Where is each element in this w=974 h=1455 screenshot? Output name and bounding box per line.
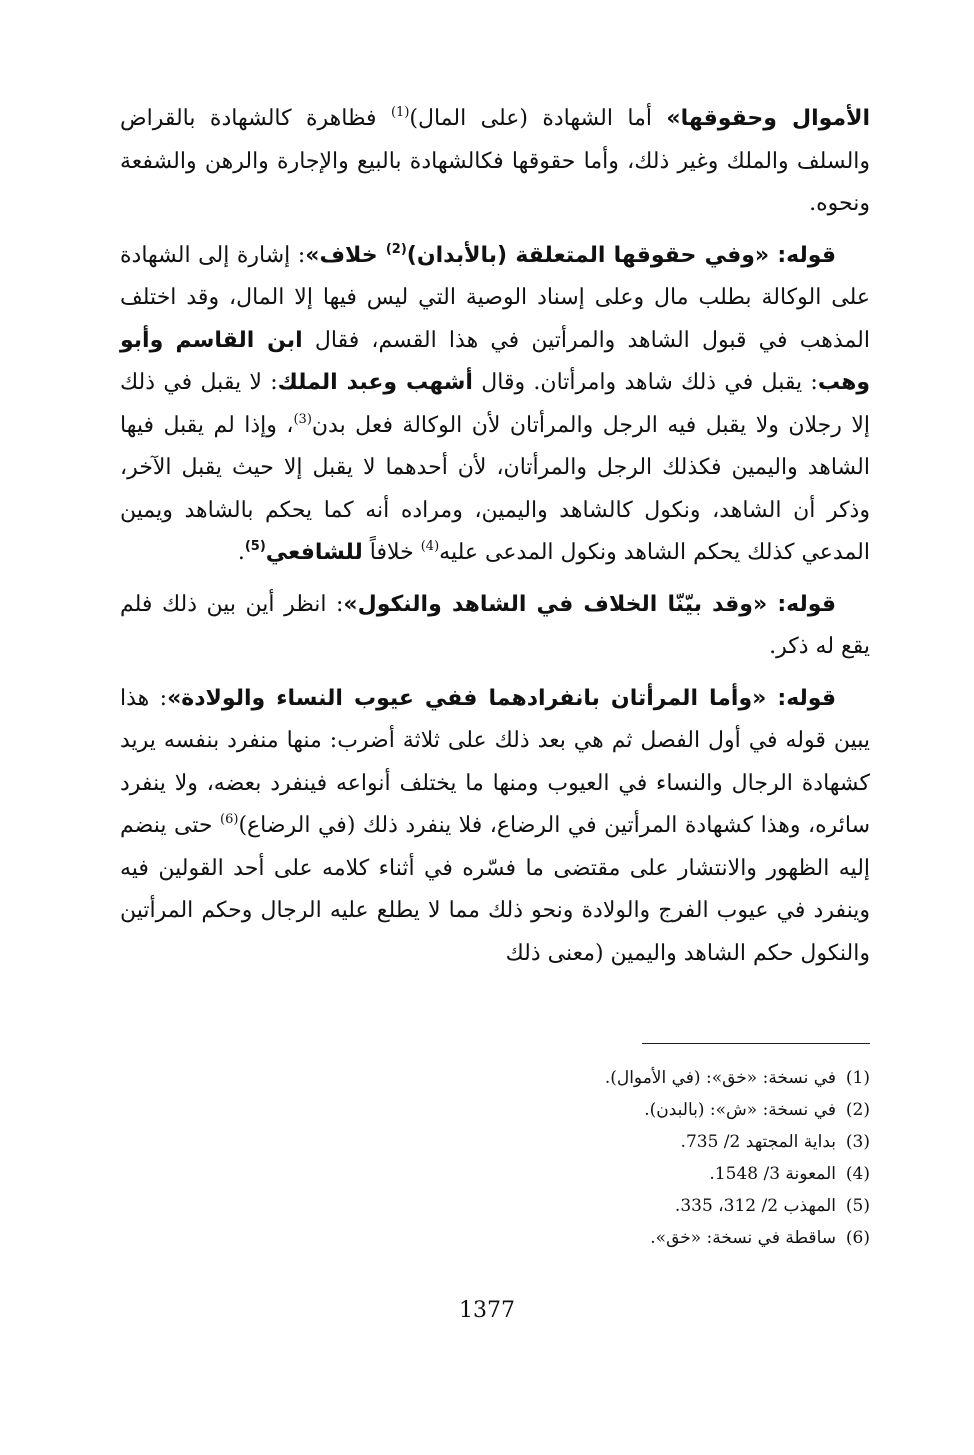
paragraph <box>120 584 870 669</box>
text-segment: يقبل إلا حيث يقبل الآخر، وذكر أن الشاهد، ونكول كالشاهد واليمين، <box>120 455 870 523</box>
paragraph <box>120 678 870 976</box>
footnote-text: بداية المجتهد 2/ 735. <box>680 1132 836 1152</box>
bold-text-segment: الأموال وحقوقها» <box>666 106 870 131</box>
bold-text-segment: قوله: <box>766 685 836 711</box>
text-segment: ومراده أنه كما يحكم بالشاهد ويمين المدعي كذلك يحكم الشاهد ونكول <box>120 497 870 565</box>
footnote-text: المعونة 3/ 1548. <box>709 1164 836 1184</box>
footnote-item <box>370 1158 870 1190</box>
text-segment: المدعى عليه <box>439 540 554 565</box>
text-segment: : لا يقبل <box>200 370 278 395</box>
footnote-item <box>370 1126 870 1158</box>
text-segment: يطلع عليه الرجال وحكم المرأتين والنكول حكم الشاهد واليمين (معنى ذلك <box>120 898 870 966</box>
text-segment: : إشارة إلى الشهادة <box>120 242 306 268</box>
text-segment: حتى ينضم إليه الظهور والانتشار على مقتضى ما فسّره في أثناء <box>120 813 871 881</box>
text-segment: اختلف المذهب في قبول الشاهد والمرأتين في هذا القسم، فقال <box>120 285 870 353</box>
paragraph <box>120 235 870 575</box>
footnote-text: في نسخة: «خق»: (في الأموال). <box>604 1068 836 1088</box>
bold-text-segment: «وأما المرأتان بانفرادهما ففي عيوب النساء والولادة» <box>167 685 767 711</box>
footnote-number: (4) <box>845 1164 870 1184</box>
bold-text-segment: للشافعي <box>265 540 363 565</box>
footnote-reference: (2) <box>385 241 407 257</box>
text-segment: يقع له ذكر. <box>769 634 870 659</box>
footnote-number: (5) <box>845 1196 870 1216</box>
text-segment: على الوكالة بطلب مال وعلى إسناد الوصية التي ليس فيها إلا المال، وقد <box>186 285 871 310</box>
body-text <box>120 98 870 975</box>
footnote-text: ساقطة في نسخة: «خق». <box>650 1228 836 1248</box>
footnote-reference: (3) <box>293 411 312 427</box>
text-segment: ينفرد سائره، وهذا كشهادة المرأتين في الرضاع، فلا ينفرد ذلك (في <box>120 770 870 838</box>
text-segment: فظاهرة كالشهادة بالقراض <box>120 106 391 131</box>
footnote-reference: (5) <box>244 539 266 554</box>
bold-text-segment: قوله: <box>767 591 836 617</box>
bold-text-segment: خلاف» <box>305 242 386 268</box>
footnote-item <box>370 1222 870 1254</box>
text-segment: خلافاً <box>362 540 421 565</box>
bold-text-segment: «وقد بيّنّا الخلاف في الشاهد والنكول» <box>343 591 768 617</box>
bold-text-segment: قوله: <box>769 242 836 268</box>
footnote-item <box>370 1094 870 1126</box>
footnote-separator <box>642 1043 870 1044</box>
footnote-item <box>370 1062 870 1094</box>
footnote-reference: (6) <box>220 812 239 827</box>
text-segment: : هذا يبين <box>120 685 870 753</box>
footnote-number: (1) <box>845 1068 870 1088</box>
text-segment: الرضاع) <box>238 813 311 838</box>
bold-text-segment: وأبو وهب <box>120 327 871 395</box>
footnote-number: (3) <box>845 1132 870 1152</box>
bold-text-segment: أشهب وعبد الملك <box>277 370 473 395</box>
footnote-reference: (4) <box>420 539 440 554</box>
text-segment: . <box>237 540 245 565</box>
text-segment: أما الشهادة (على المال) <box>409 106 667 131</box>
bold-text-segment: «وفي حقوقها المتعلقة (بالأبدان) <box>406 242 770 268</box>
footnote-number: (2) <box>845 1100 870 1120</box>
text-segment: والشفعة ونحوه. <box>120 148 870 216</box>
paragraph <box>120 98 870 226</box>
footnote-reference: (1) <box>390 105 410 120</box>
text-segment: قوله في أول الفصل ثم هي بعد ذلك على ثلاثة أضرب: منها منفرد بنفسه يريد <box>120 728 826 753</box>
text-segment: في ذلك إلا رجلان ولا يقبل فيه الرجل والمرأتان لأن الوكالة فعل بدن <box>120 370 870 438</box>
footnote-item <box>370 1190 870 1222</box>
text-segment: كشهادة الرجال والنساء في العيوب ومنها ما يختلف أنواعه فينفرد بعضه، ولا <box>174 770 871 796</box>
text-segment: والسلف والملك وغير ذلك، وأما حقوقها فكالشهادة بالبيع والإجارة والرهن <box>204 148 871 174</box>
bold-text-segment: ابن القاسم <box>175 327 303 353</box>
text-segment: : يقبل في ذلك شاهد وامرأتان. وقال <box>472 370 818 395</box>
footnote-number: (6) <box>845 1228 870 1248</box>
page-number: 1377 <box>459 1298 515 1323</box>
footnotes <box>370 1062 870 1254</box>
text-segment: : انظر أين بين ذلك فلم <box>120 591 344 617</box>
text-segment: كلامه على أحد القولين فيه وينفرد في عيوب الفرج والولادة ونحو ذلك مما لا <box>120 855 870 923</box>
footnote-text: في نسخة: «ش»: (بالبدن). <box>644 1100 836 1120</box>
text-segment: ، <box>286 412 294 438</box>
text-segment: وإذا لم يقبل فيها الشاهد واليمين فكذلك الرجل والمرأتان، لأن أحدهما لا <box>120 412 870 480</box>
footnote-text: المهذب 2/ 312، 335. <box>674 1196 836 1216</box>
